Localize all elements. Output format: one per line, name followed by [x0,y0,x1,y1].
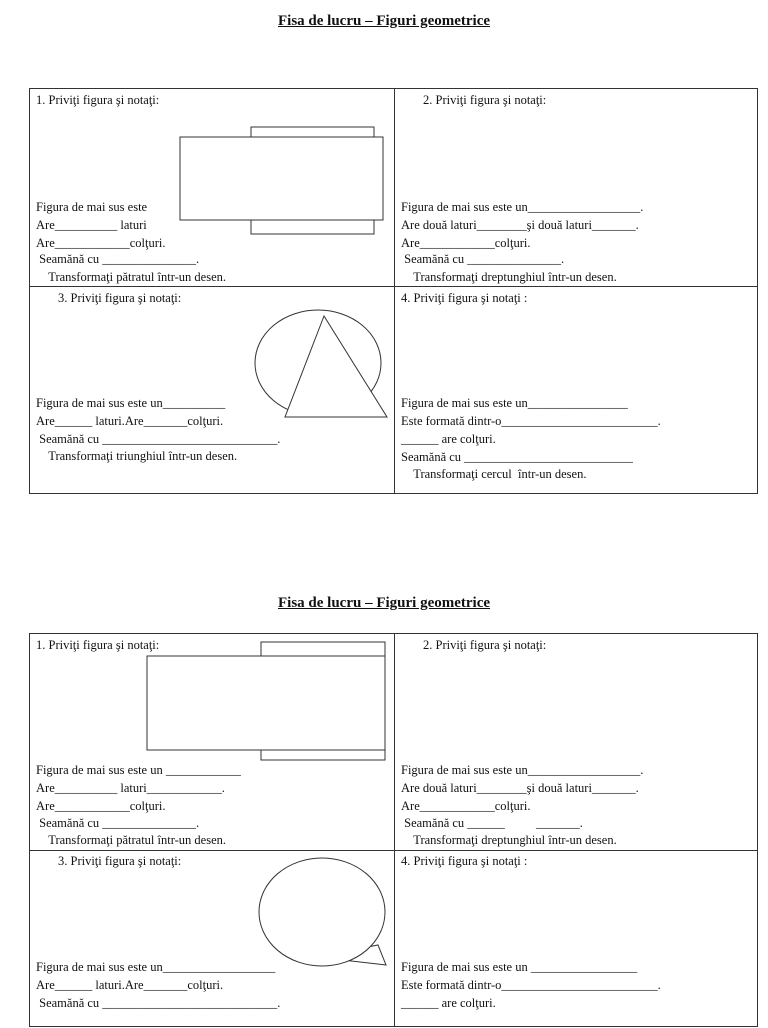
exercise-heading: 1. Priviţi figura şi notaţi: [36,93,160,107]
answer-line: Seamănă cu ___________________________ [401,450,633,464]
answer-line: Figura de mai sus este un__________________. [401,200,644,214]
exercise-2-rectangle [395,89,759,286]
worksheet-title: Fisa de lucru – Figuri geometrice [277,13,491,29]
instruction-line: Transformaţi dreptunghiul într-un desen. [401,270,617,284]
answer-line: Seamănă cu ____________________________. [36,996,281,1010]
answer-line: Este formată dintr-o_________________________. [401,978,661,992]
exercise-heading: 3. Priviţi figura şi notaţi: [58,291,182,305]
answer-line: Are__________ laturi [36,218,147,232]
circle-triangle-figure [254,309,394,421]
answer-line: Seamănă cu _______________. [401,252,565,266]
exercise-4-circle [395,287,759,495]
answer-line: Are____________colţuri. [36,236,166,250]
answer-line: Are____________colţuri. [401,799,531,813]
answer-line: Figura de mai sus este un ____________ [36,763,241,777]
exercise-heading: 4. Priviţi figura şi notaţi : [401,291,528,305]
answer-line: ______ are colţuri. [401,432,496,446]
worksheet-title: Fisa de lucru – Figuri geometrice [277,595,491,611]
instruction-line: Transformaţi dreptunghiul într-un desen. [401,833,617,847]
exercise-heading: 4. Priviţi figura şi notaţi : [401,854,528,868]
instruction-line: Transformaţi triunghiul într-un desen. [36,449,238,463]
answer-line: Seamănă cu _______________. [36,816,200,830]
answer-line: Figura de mai sus este un__________________. [401,763,644,777]
answer-line: Are două laturi________şi două laturi_______. [401,218,639,232]
square-figure [178,125,388,237]
answer-line: Figura de mai sus este un _________________ [401,960,638,974]
answer-line: Are__________ laturi____________. [36,781,225,795]
exercise-1-square [30,89,394,286]
answer-line: Figura de mai sus este [36,200,148,214]
answer-line: ______ are colţuri. [401,996,496,1010]
answer-line: Figura de mai sus este un________________ [401,396,628,410]
answer-line: Figura de mai sus este un__________________ [36,960,276,974]
worksheet-table [29,633,758,1027]
answer-line: Seamănă cu _______________. [36,252,200,266]
circle-triangle-figure [256,857,390,969]
answer-line: Seamănă cu ____________________________. [36,432,281,446]
answer-line: Seamănă cu ______ _______. [401,816,583,830]
exercise-3-triangle [30,851,394,1028]
instruction-line: Transformaţi cercul într-un desen. [401,467,587,481]
answer-line: Are două laturi________şi două laturi_______. [401,781,639,795]
exercise-2-rectangle [395,634,759,850]
answer-line: Are______ laturi.Are_______colţuri. [36,414,224,428]
answer-line: Are______ laturi.Are_______colţuri. [36,978,224,992]
square-figure [145,640,390,762]
instruction-line: Transformaţi pătratul într-un desen. [36,270,226,284]
instruction-line: Transformaţi pătratul într-un desen. [36,833,226,847]
exercise-4-circle [395,851,759,1028]
answer-line: Figura de mai sus este un__________ [36,396,226,410]
exercise-heading: 2. Priviţi figura şi notaţi: [423,93,547,107]
worksheet-table [29,88,758,494]
exercise-heading: 1. Priviţi figura şi notaţi: [36,638,160,652]
exercise-heading: 3. Priviţi figura şi notaţi: [58,854,182,868]
answer-line: Are____________colţuri. [401,236,531,250]
exercise-3-triangle [30,287,394,495]
answer-line: Este formată dintr-o_________________________. [401,414,661,428]
exercise-heading: 2. Priviţi figura şi notaţi: [423,638,547,652]
answer-line: Are____________colţuri. [36,799,166,813]
exercise-1-square [30,634,394,850]
